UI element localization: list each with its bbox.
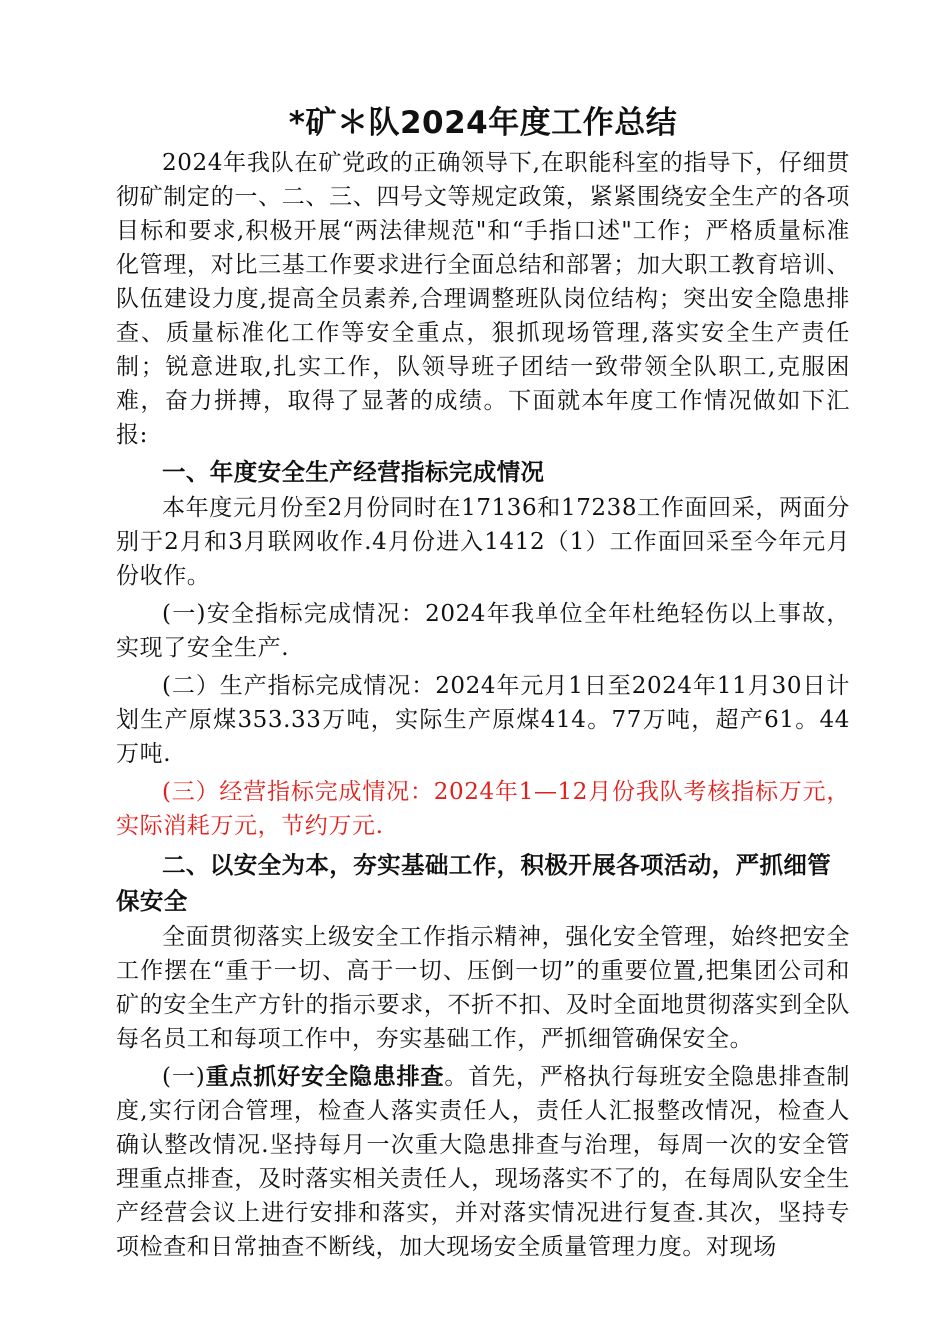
section2-paragraph-1: 全面贯彻落实上级安全工作指示精神，强化安全管理，始终把安全工作摆在“重于一切、高于一切、压倒一切”的重要位置,把集团公司和矿的安全生产方针的指示要求，不折不扣、及时全面地贯彻落实到全队每名员工和每项工作中，夯实基础工作，严抓细管确保安全。 <box>116 924 850 1052</box>
section2-heading: 二、以安全为本，夯实基础工作，积极开展各项活动，严抓细管保安全 <box>116 851 832 915</box>
section1-safety-indicator: (一)安全指标完成情况：2024年我单位全年杜绝轻伤以上事故，实现了安全生产. <box>116 601 850 661</box>
section1-paragraph-1: 本年度元月份至2月份同时在17136和17238工作面回采，两面分别于2月和3月联网收作.4月份进入1412（1）工作面回采至今年元月份收作。 <box>116 495 850 589</box>
document-title: *矿＊队2024年度工作总结 <box>288 105 678 141</box>
section1-heading: 一、年度安全生产经营指标完成情况 <box>162 458 545 486</box>
section2-paragraph-2 <box>116 1060 850 1264</box>
document-page <box>116 100 850 1264</box>
intro-paragraph: 2024年我队在矿党政的正确领导下,在职能科室的指导下，仔细贯彻矿制定的一、二、三、四号文等规定政策，紧紧围绕安全生产的各项目标和要求,积极开展“两法律规范"和“手指口述"工作；严格质量标准化管理，对比三基工作要求进行全面总结和部署；加大职工教育培训、队伍建设力度,提高全员素养,合理调整班队岗位结构；突出安全隐患排查、质量标准化工作等安全重点，狠抓现场管理,落实安全生产责任制；锐意进取,扎实工作，队领导班子团结一致带领全队职工,克服困难，奋力拼搏，取得了显著的成绩。下面就本年度工作情况做如下汇报: <box>116 150 850 448</box>
section2-p2-bold-lead: 重点抓好安全隐患排查 <box>205 1064 445 1090</box>
section1-operation-indicator: (三）经营指标完成情况：2024年1—12月份我队考核指标万元，实际消耗万元，节约万元. <box>116 779 850 839</box>
section1-production-indicator: (二）生产指标完成情况：2024年元月1日至2024年11月30日计划生产原煤353.33万吨，实际生产原煤414。77万吨，超产61。44万吨. <box>116 673 850 767</box>
section2-p2-prefix: (一) <box>162 1064 206 1090</box>
section2-p2-body: 。首先，严格执行每班安全隐患排查制度,实行闭合管理，检查人落实责任人，责任人汇报整改情况，检查人确认整改情况.坚持每月一次重大隐患排查与治理，每周一次的安全管理重点排查，及时落实相关责任人，现场落实不了的，在每周队安全生产经营会议上进行安排和落实，并对落实情况进行复查.其次，坚持专项检查和日常抽查不断线，加大现场安全质量管理力度。对现场 <box>116 1064 851 1260</box>
